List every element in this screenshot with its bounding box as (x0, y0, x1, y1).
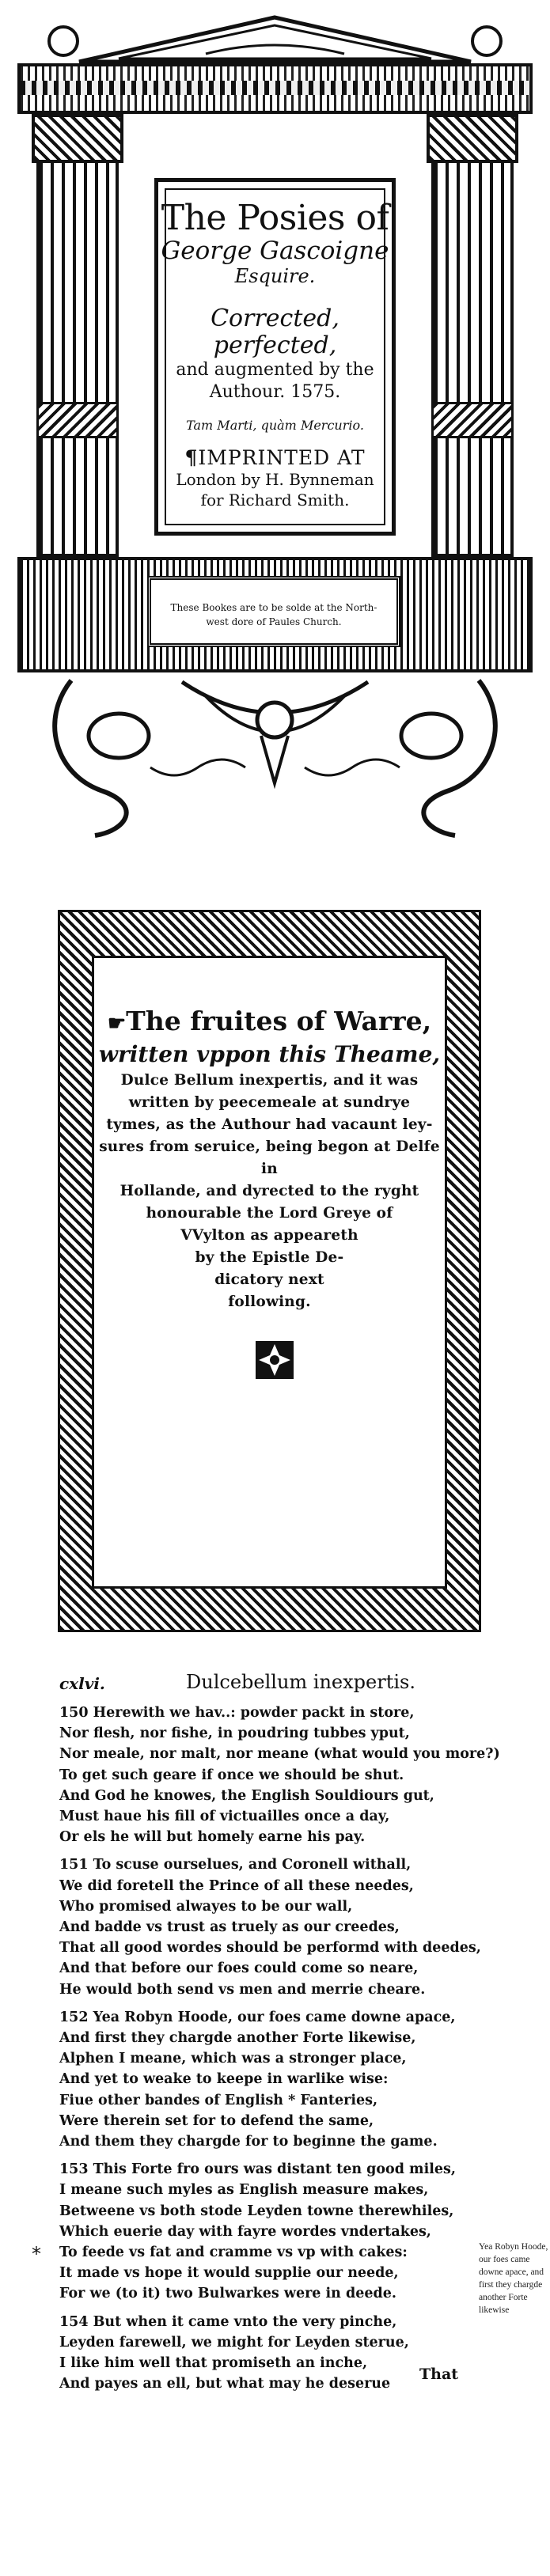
stanza-150 (59, 1703, 500, 1847)
left-column (36, 114, 119, 557)
verse-line: Betweene vs both stode Leyden towne therewhiles, (59, 2203, 454, 2219)
stanza-151 (59, 1854, 481, 1999)
catchword: That (419, 2366, 459, 2383)
verse-line: 151 To scuse ourselues, and Coronell withall, (59, 1857, 412, 1873)
text-frame (92, 956, 447, 1589)
section-line: Hollande, and dyrected to the ryght (119, 1183, 419, 1199)
section-title-text (94, 1006, 445, 1313)
verse-line: And that before our foes could come so neare, (59, 1960, 419, 1977)
verse-line: It made vs hope it would supplie our neede, (59, 2265, 399, 2282)
manicule-icon: ☛ (107, 1012, 127, 1036)
fleuron-ornament (252, 1338, 297, 1382)
pilcrow-icon: ¶ (184, 446, 199, 469)
verse-line: Must haue his fill of victuailles once a day, (59, 1809, 390, 1825)
section-line: VVylton as appeareth (180, 1227, 358, 1244)
section-title-page (58, 910, 481, 1632)
verse-line: And payes an ell, but what may he deserue (59, 2376, 391, 2392)
book-title: The Posies of (161, 198, 389, 238)
annotation-asterisk: * (32, 2243, 41, 2265)
verse-line: That all good wordes should be performd with deedes, (59, 1940, 481, 1957)
sale-notice-line1: These Bookes are to be solde at the North- (170, 602, 377, 613)
folio-number: cxlvi. (59, 1674, 105, 1693)
stanza-152 (59, 2007, 475, 2152)
verse-line: Nor flesh, nor fishe, in poudring tubbes yput, (59, 1726, 410, 1742)
verse-line: For we (to it) two Bulwarkes were in deede. (59, 2286, 396, 2302)
sale-notice-line2: west dore of Paules Church. (206, 616, 342, 627)
stanza-154 (59, 2312, 475, 2395)
plinth (17, 557, 533, 672)
verse-body (59, 1703, 500, 2402)
page-header (59, 1669, 475, 1701)
verse-line: Who promised alwayes to be our wall, (59, 1898, 353, 1915)
verse-line: 150 Herewith we hav..: powder packt in store, (59, 1705, 415, 1721)
section-line: sures from seruice, being begon at Delfe in (99, 1138, 440, 1177)
title-page-woodcut (0, 0, 550, 840)
verse-line: Leyden farewell, we might for Leyden sterue, (59, 2334, 409, 2351)
verse-line: Were therein set for to defend the same, (59, 2112, 374, 2129)
section-line: following. (228, 1294, 311, 1310)
stanza-153 (59, 2159, 475, 2304)
section-line: Dulce Bellum inexpertis, and it was (120, 1072, 419, 1089)
verse-line: And first they chargde another Forte likewise, (59, 2030, 416, 2047)
section-line: tymes, as the Authour had vacaunt ley- (106, 1116, 433, 1133)
verse-line: I like him well that promiseth an inche, (59, 2355, 368, 2372)
entablature (17, 63, 533, 114)
running-title: Dulcebellum inexpertis. (186, 1671, 415, 1693)
section-line: honourable the Lord Greye of (146, 1205, 393, 1222)
section-subheading: written vppon this Theame, (98, 1041, 441, 1067)
verse-line: To feede vs fat and cramme vs vp with cakes: (59, 2245, 408, 2261)
verse-line: Alphen I meane, which was a stronger place, (59, 2051, 407, 2067)
verse-line: And yet to weake to keepe in warlike wise: (59, 2071, 389, 2088)
author-honorific: Esquire. (234, 265, 316, 287)
author-name: George Gascoigne (161, 237, 389, 265)
section-line: by the Epistle De- (195, 1249, 344, 1266)
augmented-line: and augmented by the (176, 360, 374, 380)
section-line: dicatory next (214, 1271, 324, 1288)
verse-line: 152 Yea Robyn Hoode, our foes came downe apace, (59, 2009, 456, 2025)
title-block (154, 178, 396, 536)
verse-line: He would both send vs men and merrie cheare. (59, 1981, 426, 1998)
imprint-text: IMPRINTED AT (198, 446, 366, 469)
motto: Tam Marti, quàm Mercurio. (186, 418, 364, 433)
section-heading: ☛The fruites of Warre, (107, 1006, 432, 1036)
corrected-line: Corrected, perfected, (211, 305, 339, 359)
sale-notice (147, 576, 400, 647)
verse-line: Fiue other bandes of English * Fanteries, (59, 2092, 378, 2108)
verse-line: 154 But when it came vnto the very pinche, (59, 2313, 397, 2330)
verse-line: And God he knowes, the English Souldiours gut, (59, 1787, 434, 1804)
verse-line: And them they chargde for to beginne the game. (59, 2134, 438, 2150)
verse-line: Nor meale, nor malt, nor meane (what would you more?) (59, 1746, 500, 1763)
verse-line: We did foretell the Prince of all these needes, (59, 1877, 414, 1894)
section-line: written by peecemeale at sundrye (128, 1094, 411, 1111)
printer-line: London by H. Bynneman (176, 470, 374, 489)
verse-line: Which euerie day with fayre wordes vndertakes, (59, 2223, 431, 2240)
verse-line: Or els he will but homely earne his pay. (59, 1829, 366, 1846)
authour-year-line: Authour. 1575. (209, 382, 341, 402)
pediment-ornament (47, 14, 503, 63)
verse-line: And badde vs trust as truely as our creedes, (59, 1919, 400, 1936)
verse-line: To get such geare if once we should be shut. (59, 1767, 404, 1783)
verse-line: 153 This Forte fro ours was distant ten good miles, (59, 2161, 456, 2178)
publisher-line: for Richard Smith. (200, 491, 350, 510)
verse-page (59, 1669, 500, 2496)
right-column (431, 114, 514, 557)
verse-line: I meane such myles as English measure makes, (59, 2182, 429, 2199)
grotesque-ornament (24, 672, 526, 840)
marginal-note: Yea Robyn Hoode, our foes came downe apace, and first they chargde another Forte likewise (479, 2242, 548, 2315)
